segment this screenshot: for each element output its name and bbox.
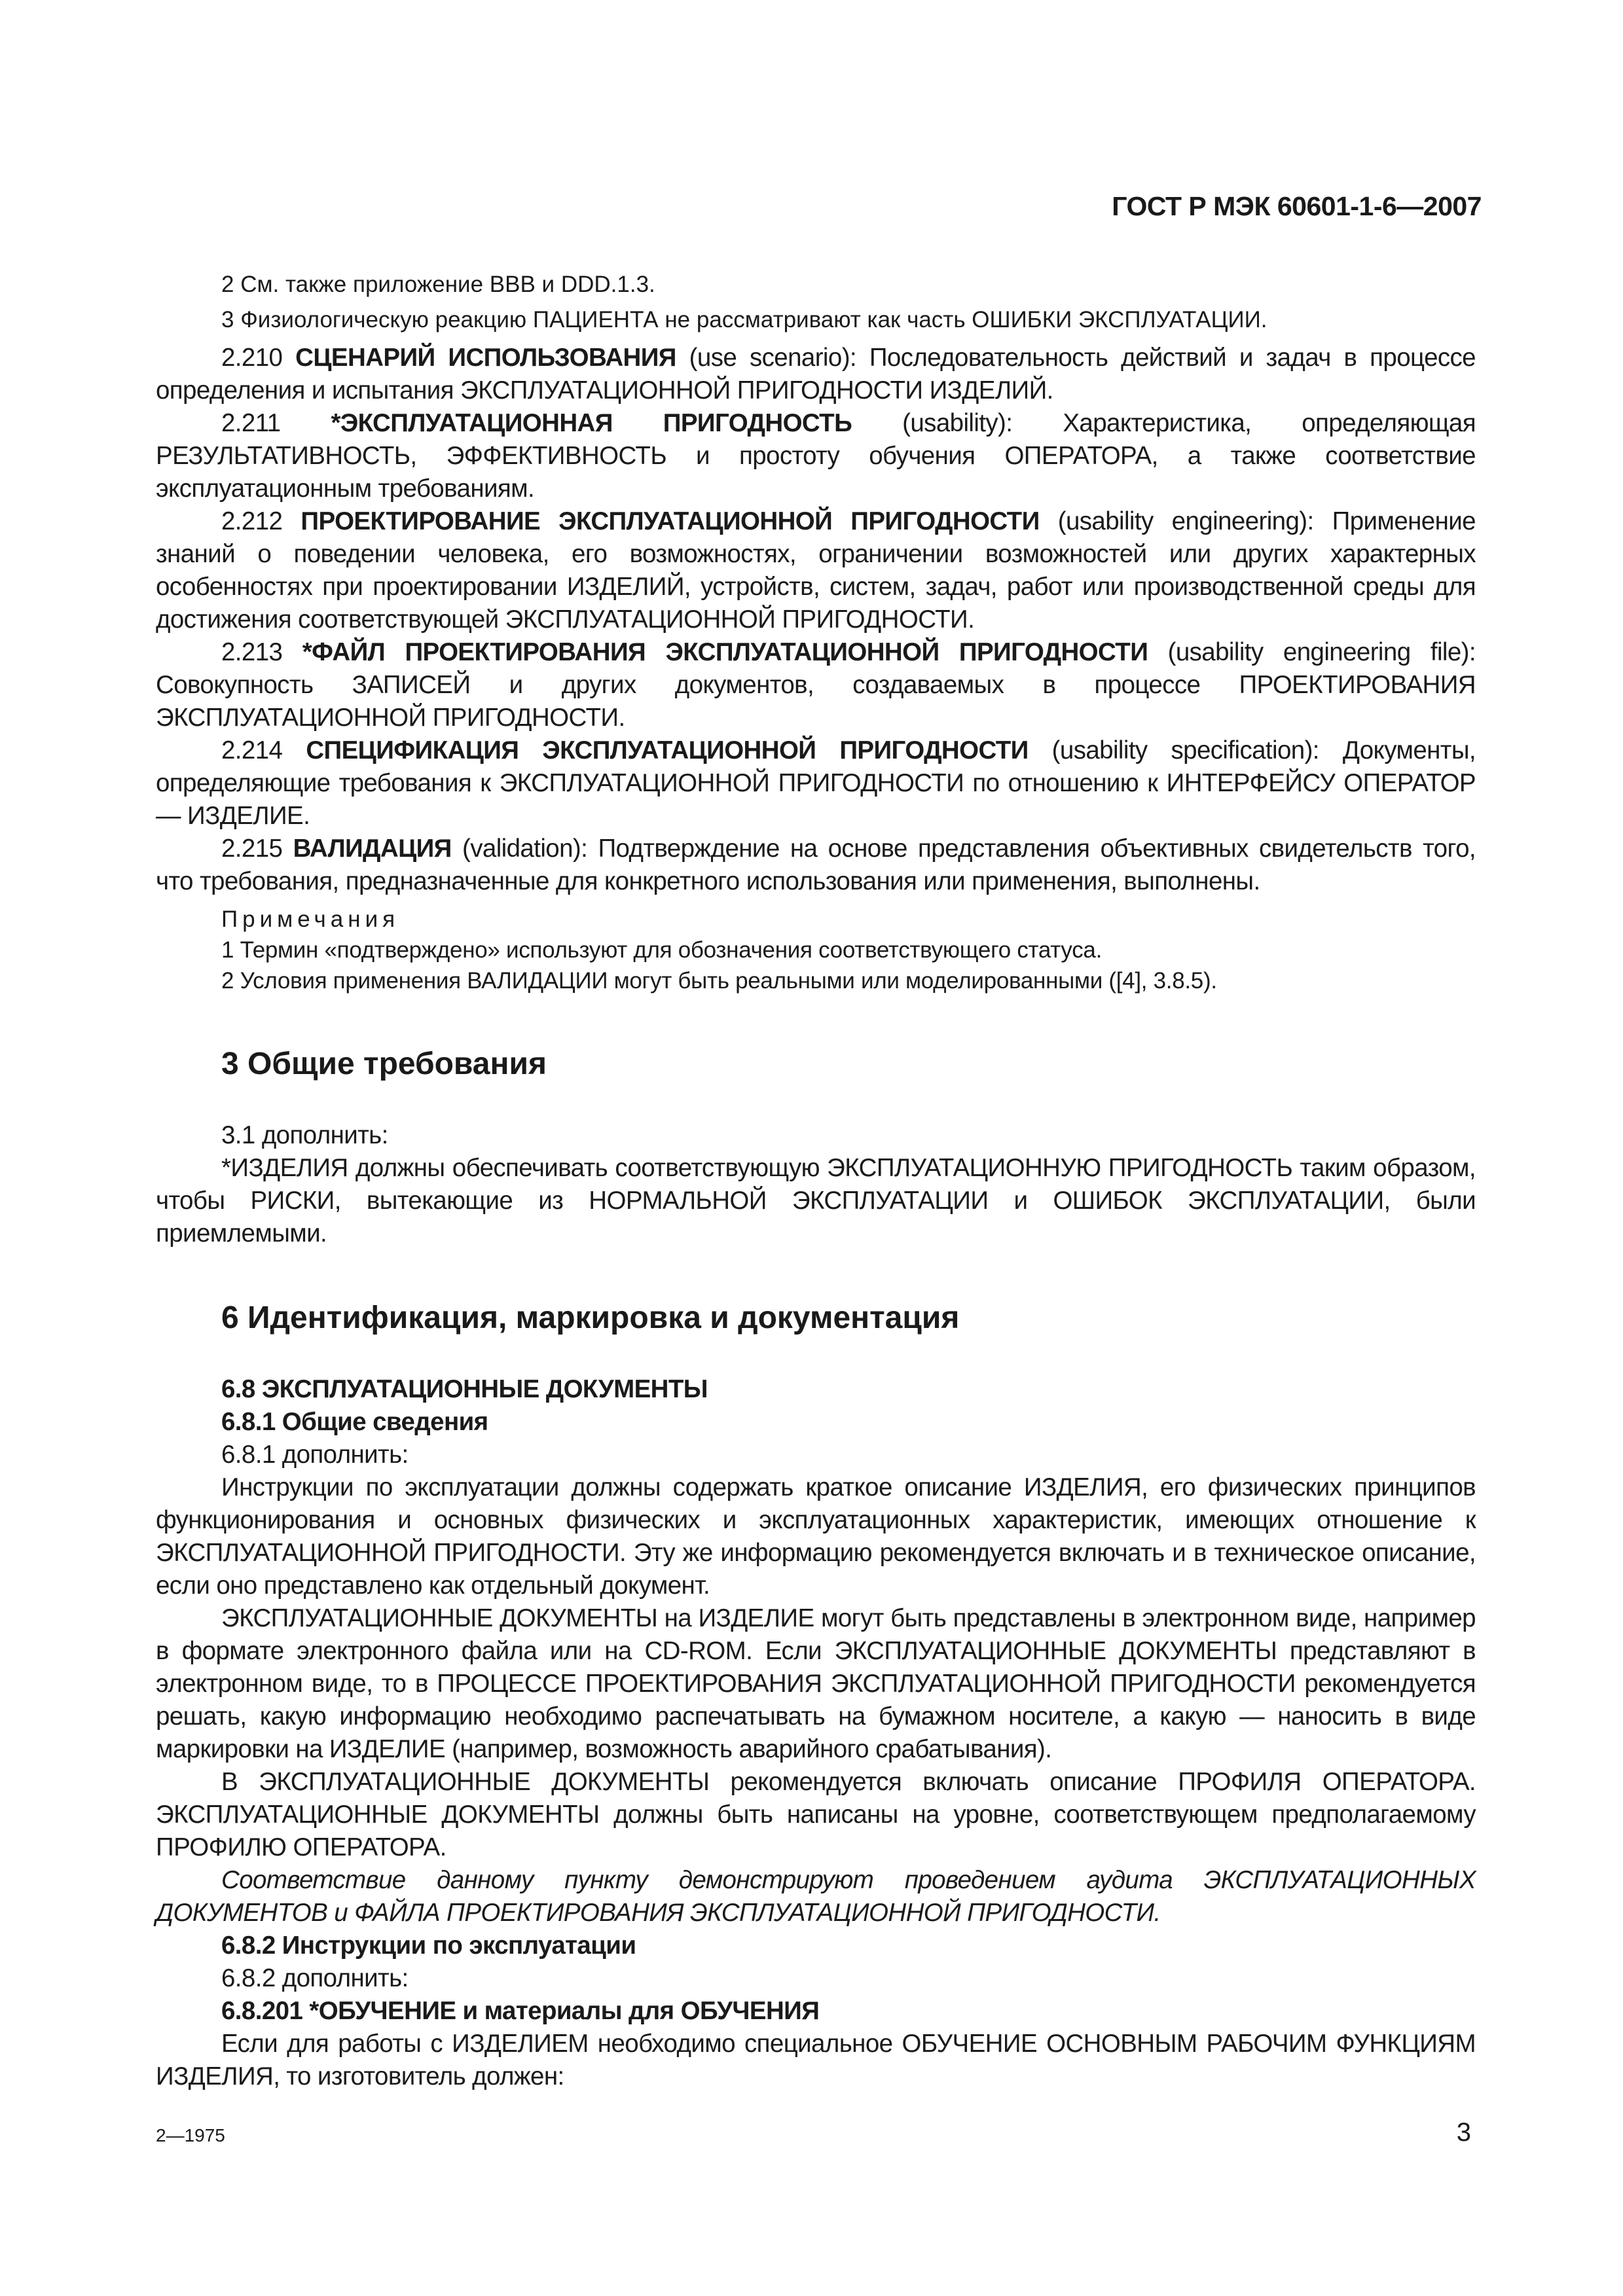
clause-line: 6.8.2 дополнить: xyxy=(221,1964,409,1992)
paragraph: ЭКСПЛУАТАЦИОННЫЕ ДОКУМЕНТЫ на ИЗДЕЛИЕ могут быть представлены в электронном виде, например в формате электронного файла или на CD-ROM. Если ЭКСПЛУАТАЦИОННЫЕ ДОКУМЕНТЫ представляют в электронном виде, то в ПРОЦЕССЕ ПРОЕКТИРОВАНИЯ ЭКСПЛУАТАЦИОННОЙ ПРИГОДНОСТИ рекомендуется решать, какую информацию необходимо распечатывать на бумажном носителе, а какую — наносить в виде маркировки на ИЗДЕЛИЕ (например, возможность аварийного срабатывания). xyxy=(156,1604,1476,1763)
paragraph: Инструкции по эксплуатации должны содержать краткое описание ИЗДЕЛИЯ, его физических принципов функционирования и основных физических и эксплуатационных характеристик, имеющих отношение к ЭКСПЛУАТАЦИОННОЙ ПРИГОДНОСТИ. Эту же информацию рекомендуется включать и в техническое описание, если оно представлено как отдельный документ. xyxy=(156,1473,1476,1600)
note-line: 2 См. также приложение ВВВ и DDD.1.3. xyxy=(221,272,655,297)
term-definition: 2.211 *ЭКСПЛУАТАЦИОННАЯ ПРИГОДНОСТЬ (usability): Характеристика, определяющая РЕЗУЛЬТАТИВНОСТЬ, ЭФФЕКТИВНОСТЬ и простоту обучения ОПЕРАТОРА, а также соответствие эксплуатационным требованиям. xyxy=(156,409,1476,503)
section-title: 6 Идентификация, маркировка и документация xyxy=(221,1300,960,1335)
paragraph: В ЭКСПЛУАТАЦИОННЫЕ ДОКУМЕНТЫ рекомендуется включать описание ПРОФИЛЯ ОПЕРАТОРА. ЭКСПЛУАТАЦИОННЫЕ ДОКУМЕНТЫ должны быть написаны на уровне, соответствующем предполагаемому ПРОФИЛЮ ОПЕРАТОРА. xyxy=(156,1768,1476,1861)
clause-line: 3.1 дополнить: xyxy=(221,1121,388,1149)
page-number: 3 xyxy=(1456,2118,1471,2147)
sheet-code: 2—1975 xyxy=(156,2125,225,2145)
term-definition: 2.213 *ФАЙЛ ПРОЕКТИРОВАНИЯ ЭКСПЛУАТАЦИОННОЙ ПРИГОДНОСТИ (usability engineering file): Совокупность ЗАПИСЕЙ и других документов, создаваемых в процессе ПРОЕКТИРОВАНИЯ ЭКСПЛУАТАЦИОННОЙ ПРИГОДНОСТИ. xyxy=(156,638,1476,732)
term-definition: 2.215 ВАЛИДАЦИЯ (validation): Подтверждение на основе представления объективных свидетельств того, что требования, предназначенные для конкретного использования или применения, выполнены. xyxy=(156,834,1476,895)
page-content xyxy=(156,267,1476,2093)
paragraph: *ИЗДЕЛИЯ должны обеспечивать соответствующую ЭКСПЛУАТАЦИОННУЮ ПРИГОДНОСТЬ таким образом, чтобы РИСКИ, вытекающие из НОРМАЛЬНОЙ ЭКСПЛУАТАЦИИ и ОШИБОК ЭКСПЛУАТАЦИИ, были приемлемыми. xyxy=(156,1154,1476,1247)
note-item: 2 Условия применения ВАЛИДАЦИИ могут быть реальными или моделированными ([4], 3.8.5). xyxy=(221,968,1217,994)
subsection-heading: 6.8.2 Инструкции по эксплуатации xyxy=(221,1931,636,1960)
term-definition: 2.210 СЦЕНАРИЙ ИСПОЛЬЗОВАНИЯ (use scenario): Последовательность действий и задач в процессе определения и испытания ЭКСПЛУАТАЦИОННОЙ ПРИГОДНОСТИ ИЗДЕЛИЙ. xyxy=(156,344,1476,404)
subsection-heading: 6.8.201 *ОБУЧЕНИЕ и материалы для ОБУЧЕНИЯ xyxy=(221,1997,820,2025)
section-title: 3 Общие требования xyxy=(221,1047,547,1081)
clause-line: 6.8.1 дополнить: xyxy=(221,1441,409,1469)
subsection-heading: 6.8.1 Общие сведения xyxy=(221,1408,488,1436)
term-definition: 2.214 СПЕЦИФИКАЦИЯ ЭКСПЛУАТАЦИОННОЙ ПРИГОДНОСТИ (usability specification): Документы, определяющие требования к ЭКСПЛУАТАЦИОННОЙ ПРИГОДНОСТИ по отношению к ИНТЕРФЕЙСУ ОПЕРАТОР — ИЗДЕЛИЕ. xyxy=(156,736,1476,830)
note-line: 3 Физиологическую реакцию ПАЦИЕНТА не рассматривают как часть ОШИБКИ ЭКСПЛУАТАЦИИ. xyxy=(221,307,1267,332)
paragraph: Если для работы с ИЗДЕЛИЕМ необходимо специальное ОБУЧЕНИЕ ОСНОВНЫМ РАБОЧИМ ФУНКЦИЯМ ИЗДЕЛИЯ, то изготовитель должен: xyxy=(156,2030,1476,2090)
document-code-header: ГОСТ Р МЭК 60601-1-6—2007 xyxy=(1112,191,1482,221)
compliance-paragraph: Соответствие данному пункту демонстрируют проведением аудита ЭКСПЛУАТАЦИОННЫХ ДОКУМЕНТОВ и ФАЙЛА ПРОЕКТИРОВАНИЯ ЭКСПЛУАТАЦИОННОЙ ПРИГОДНОСТИ. xyxy=(156,1866,1476,1927)
notes-heading: Примечания xyxy=(221,906,400,932)
term-definition: 2.212 ПРОЕКТИРОВАНИЕ ЭКСПЛУАТАЦИОННОЙ ПРИГОДНОСТИ (usability engineering): Применение знаний о поведении человека, его возможностях, ограничении возможностей или других характерных особенностях при проектировании ИЗДЕЛИЙ, устройств, систем, задач, работ или производственной среды для достижения соответствующей ЭКСПЛУАТАЦИОННОЙ ПРИГОДНОСТИ. xyxy=(156,507,1476,634)
subsection-heading: 6.8 ЭКСПЛУАТАЦИОННЫЕ ДОКУМЕНТЫ xyxy=(221,1375,708,1403)
note-item: 1 Термин «подтверждено» используют для обозначения соответствующего статуса. xyxy=(221,937,1103,963)
